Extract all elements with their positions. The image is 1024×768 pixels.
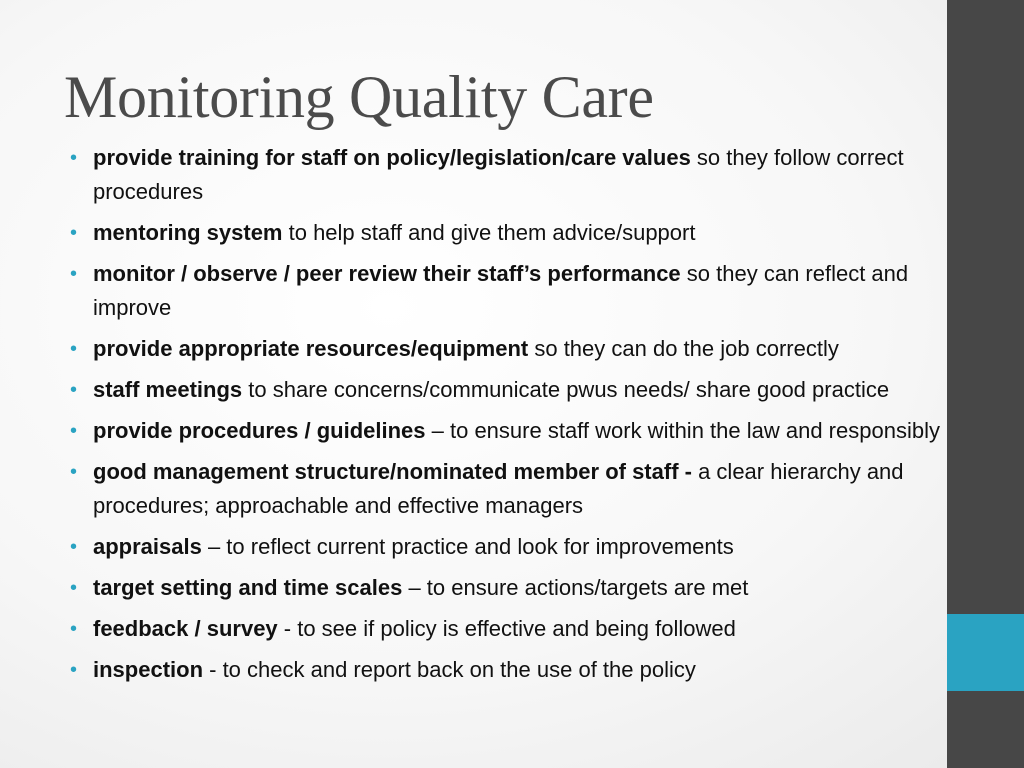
bullet-text: a clear hierarchy and procedures; approachable and effective managers — [93, 459, 904, 518]
bullet-keyword: target setting and time scales — [93, 575, 403, 600]
bullet-keyword: good management structure/nominated member of staff - — [93, 459, 692, 484]
bullet-item — [70, 257, 950, 325]
bullet-dot-icon: • — [70, 659, 78, 681]
bullet-keyword: provide procedures / guidelines — [93, 418, 426, 443]
bullet-item — [70, 216, 950, 250]
bullet-text: – to ensure actions/targets are met — [402, 575, 749, 600]
bullet-dot-icon: • — [70, 263, 78, 285]
bullet-dot-icon: • — [70, 420, 78, 442]
bullet-text: - to see if policy is effective and being followed — [277, 616, 736, 641]
bullet-item — [70, 530, 950, 564]
bullet-dot-icon: • — [70, 536, 78, 558]
bullet-dot-icon: • — [70, 147, 78, 169]
decorative-accent-block — [947, 614, 1024, 691]
bullet-dot-icon: • — [70, 222, 78, 244]
bullet-item — [70, 414, 950, 448]
bullet-item — [70, 141, 950, 209]
bullet-dot-icon: • — [70, 577, 78, 599]
bullet-item — [70, 612, 950, 646]
bullet-keyword: inspection — [93, 657, 204, 682]
bullet-dot-icon: • — [70, 379, 78, 401]
bullet-keyword: monitor / observe / peer review their staff’s performance — [93, 261, 681, 286]
bullet-dot-icon: • — [70, 618, 78, 640]
slide-title: Monitoring Quality Care — [64, 64, 654, 130]
bullet-dot-icon: • — [70, 338, 78, 360]
bullet-item — [70, 571, 950, 605]
bullet-item — [70, 455, 950, 523]
bullet-text: so they can reflect and improve — [93, 261, 909, 320]
bullet-keyword: provide training for staff on policy/legislation/care values — [93, 145, 691, 170]
bullet-text: – to reflect current practice and look for improvements — [201, 534, 734, 559]
bullet-item — [70, 653, 950, 687]
bullet-text: so they follow correct procedures — [93, 145, 904, 204]
bullet-keyword: appraisals — [93, 534, 202, 559]
bullet-text: to help staff and give them advice/support — [282, 220, 696, 245]
bullet-text: so they can do the job correctly — [528, 336, 839, 361]
bullet-text: – to ensure staff work within the law and responsibly — [425, 418, 940, 443]
bullet-text: - to check and report back on the use of the policy — [203, 657, 696, 682]
bullet-item — [70, 373, 950, 407]
bullet-dot-icon: • — [70, 461, 78, 483]
bullet-item — [70, 332, 950, 366]
bullet-keyword: mentoring system — [93, 220, 283, 245]
bullet-text: to share concerns/communicate pwus needs/ share good practice — [242, 377, 890, 402]
bullet-keyword: feedback / survey — [93, 616, 278, 641]
bullet-keyword: staff meetings — [93, 377, 243, 402]
bullet-list — [70, 141, 950, 694]
bullet-keyword: provide appropriate resources/equipment — [93, 336, 529, 361]
